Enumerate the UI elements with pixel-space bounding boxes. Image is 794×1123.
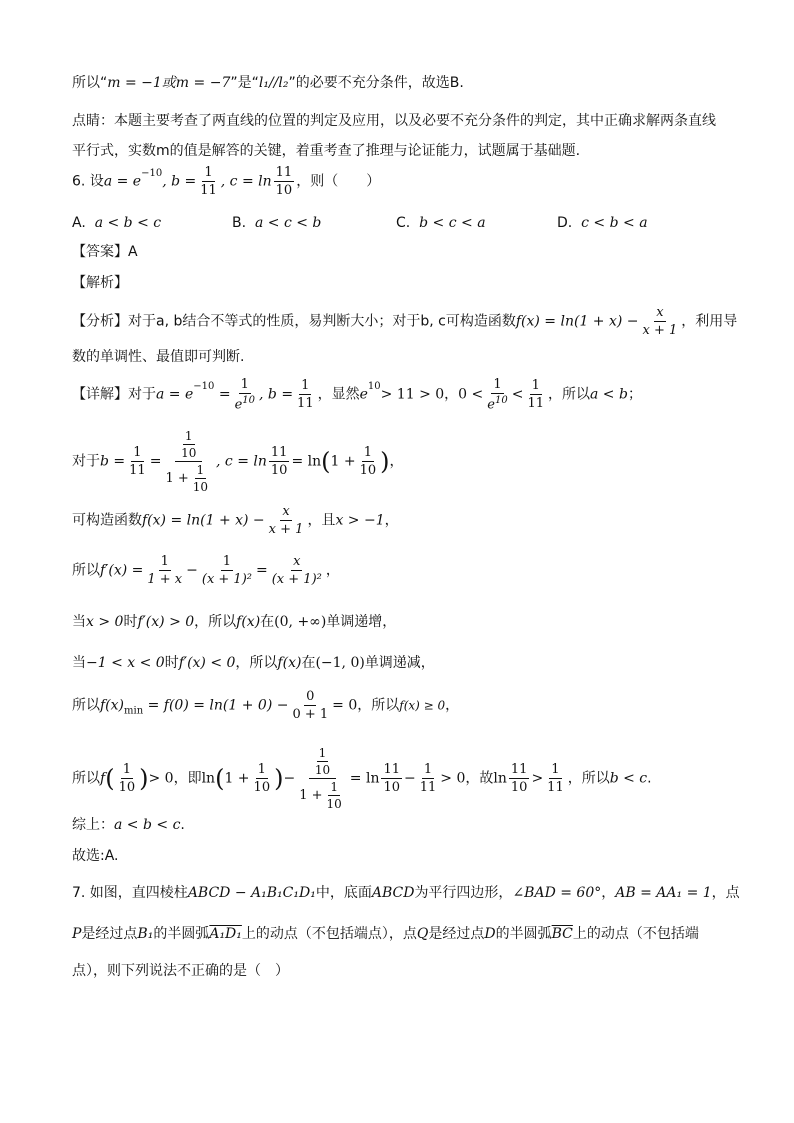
math-expr: 0 < xyxy=(458,386,484,403)
math-expr: 1 + xyxy=(299,788,323,803)
fraction xyxy=(233,378,257,411)
math-expr: f xyxy=(100,770,106,787)
frac-num: 1 xyxy=(318,746,327,760)
frac-num: 1 xyxy=(363,445,372,460)
math-expr: a < b < c xyxy=(114,817,181,833)
summary-line xyxy=(72,818,185,832)
frac-num: 1 xyxy=(222,554,232,569)
frac-num xyxy=(175,430,202,462)
math-sub: min xyxy=(124,705,144,717)
frac-num: 11 xyxy=(275,165,293,180)
detail-line-bc xyxy=(72,430,404,493)
q7-line-1 xyxy=(72,886,740,900)
frac-den: 11 xyxy=(419,780,437,795)
fraction xyxy=(485,378,509,411)
q7-line-3: 点），则下列说法不正确的是（ ） xyxy=(72,963,289,979)
math-expr: 1 + xyxy=(224,770,250,787)
frac-den: x + 1 xyxy=(642,323,678,338)
frac-num: 1 xyxy=(196,463,205,477)
fraction xyxy=(641,306,680,337)
frac-den xyxy=(163,462,214,493)
math-expr: = xyxy=(218,386,231,403)
math-expr: e xyxy=(234,397,243,413)
math-expr: f(x) xyxy=(100,697,125,714)
fraction xyxy=(200,555,254,586)
frac-num: 1 xyxy=(257,762,266,777)
construct-line xyxy=(72,505,399,536)
math-expr: e xyxy=(487,397,495,413)
frac-num: 1 xyxy=(184,429,193,443)
math-expr: ∠BAD = 60° xyxy=(512,885,602,901)
option-label: B. xyxy=(232,215,247,231)
frac-num: 11 xyxy=(510,762,528,777)
frac-den: 11 xyxy=(200,183,217,198)
fraction xyxy=(509,763,530,794)
frac-num xyxy=(309,747,336,779)
math-expr: Q xyxy=(416,926,429,942)
final-line xyxy=(72,747,652,810)
question-number: 6. 设 xyxy=(72,173,104,190)
fraction xyxy=(358,446,379,477)
math-expr: (0, +∞) xyxy=(274,614,327,630)
text: 在 xyxy=(301,655,316,671)
math-expr: − xyxy=(283,770,296,787)
math-expr: = xyxy=(149,453,162,470)
math-exp: 10 xyxy=(367,381,381,392)
frac-den: 10 xyxy=(359,463,377,478)
paren-left: ( xyxy=(215,764,225,793)
text: ， xyxy=(444,386,459,403)
text: ，故 xyxy=(465,770,494,787)
text: . xyxy=(647,770,652,787)
text: 时 xyxy=(164,655,179,671)
frac-den xyxy=(233,394,257,411)
math-expr: AB = AA₁ = 1 xyxy=(615,885,712,901)
text: 当 xyxy=(72,655,86,671)
math-expr: f(x) = ln(1 + x) − xyxy=(515,313,639,330)
q7-line-2 xyxy=(72,927,699,941)
frac-den: 10 xyxy=(510,780,528,795)
frac-den: 11 xyxy=(547,780,564,795)
text: ， xyxy=(384,512,399,529)
text: 单调递增， xyxy=(326,614,397,630)
fraction xyxy=(381,763,402,794)
detail-tag: 【详解】 xyxy=(72,386,128,403)
math-expr: a = e xyxy=(156,386,194,403)
math-expr: a < b xyxy=(589,386,628,403)
math-expr: = xyxy=(256,562,268,579)
fraction xyxy=(525,379,546,410)
fraction xyxy=(418,763,439,794)
math-expr: f′(x) > 0 xyxy=(137,614,195,630)
derivative-line xyxy=(72,555,340,586)
math-expr: − xyxy=(186,562,198,579)
text: 所以“ xyxy=(72,75,108,91)
math-expr: > 0 xyxy=(440,770,466,787)
text: 为平行四边形， xyxy=(414,885,513,901)
fraction xyxy=(270,555,324,586)
option-text: c < b < a xyxy=(581,215,648,231)
paren-left: ( xyxy=(105,764,115,793)
choose-line: 故选:A. xyxy=(72,848,119,864)
text: ，利用导 xyxy=(681,313,738,330)
text: 的半圆弧 xyxy=(153,926,210,942)
text: 综上： xyxy=(72,817,114,833)
frac-den: 10 xyxy=(326,797,342,811)
option-text: a < c < b xyxy=(254,215,322,231)
fraction xyxy=(274,166,295,197)
text: 上的动点（不包括端 xyxy=(572,926,699,942)
text: ，即 xyxy=(173,770,202,787)
text: ”是“ xyxy=(230,75,259,91)
frac-den: 10 xyxy=(275,183,293,198)
frac-num: 1 xyxy=(330,780,338,794)
frac-num: x xyxy=(656,305,664,320)
answer-tag: 【答案】 xyxy=(72,244,128,260)
fraction xyxy=(545,763,566,794)
fraction xyxy=(313,747,332,776)
frac-den: (x + 1)² xyxy=(201,572,252,587)
frac-num: 1 xyxy=(122,762,131,777)
fraction xyxy=(179,430,198,459)
math-expr: , b = xyxy=(259,386,294,403)
decreasing-line xyxy=(72,656,435,670)
math-expr: f(x) = ln(1 + x) − xyxy=(142,512,265,529)
frac-den: 11 xyxy=(297,396,314,412)
paren-left: ( xyxy=(321,447,331,476)
math-expr: b < c xyxy=(609,770,648,787)
math-expr: m = −1或m = −7 xyxy=(107,75,231,91)
prev-conclusion xyxy=(72,76,464,90)
math-expr: f(x) xyxy=(277,655,302,671)
math-expr: − xyxy=(404,770,416,787)
compound-fraction xyxy=(297,747,348,810)
math-expr: ln xyxy=(201,770,216,787)
math-exp: −10 xyxy=(193,381,215,392)
frac-num: 1 xyxy=(133,445,142,460)
math-expr: −1 < x < 0 xyxy=(86,655,165,671)
text: 所以 xyxy=(72,770,100,787)
frac-num: 1 xyxy=(551,762,560,777)
fraction xyxy=(252,763,273,794)
frac-den: (x + 1)² xyxy=(271,572,322,587)
frac-num: 1 xyxy=(240,377,249,392)
fraction xyxy=(269,446,290,477)
text: 的半圆弧 xyxy=(495,926,552,942)
text: ，所以 xyxy=(194,614,237,630)
text: 对于 xyxy=(128,386,156,403)
fraction xyxy=(295,379,316,410)
frac-den: 11 xyxy=(527,396,544,412)
text: 在 xyxy=(260,614,275,630)
comment-line-1: 点睛：本题主要考查了两直线的位置的判定及应用，以及必要不充分条件的判定，其中正确求解两条直线 xyxy=(72,113,716,129)
frac-den: 1 + x xyxy=(147,572,183,587)
fenxi-line-2: 数的单调性、最值即可判断. xyxy=(72,349,245,365)
math-expr: > 0 xyxy=(148,770,174,787)
math-expr: P xyxy=(72,926,82,942)
math-expr: = ln xyxy=(349,770,380,787)
answer-value: A xyxy=(128,244,138,260)
math-exp: 10 xyxy=(494,395,508,406)
math-expr: > xyxy=(531,770,544,787)
frac-num: 0 xyxy=(306,689,315,704)
frac-den xyxy=(485,394,509,411)
text: ，所以 xyxy=(357,697,400,714)
math-expr: 1 + xyxy=(165,471,189,486)
frac-den: 10 xyxy=(181,446,197,460)
text: ，点 xyxy=(711,885,740,901)
frac-den: 0 + 1 xyxy=(292,707,329,722)
math-expr: e xyxy=(359,386,368,403)
text: 所以 xyxy=(72,562,100,579)
frac-den xyxy=(297,779,348,810)
math-expr: ln xyxy=(493,770,507,787)
math-expr: B₁ xyxy=(137,926,154,942)
text: ，所以 xyxy=(547,386,590,403)
math-expr: x > −1 xyxy=(335,512,385,529)
text: ，则（ ） xyxy=(296,173,381,190)
question-number: 7. 如图，直四棱柱 xyxy=(72,885,188,901)
text: ，所以 xyxy=(567,770,610,787)
text: 对于a, b结合不等式的性质，易判断大小；对于b, c可构造函数 xyxy=(128,313,516,330)
option-label: C. xyxy=(396,215,411,231)
text: 上的动点（不包括端点），点 xyxy=(241,926,417,942)
text: 是经过点 xyxy=(81,926,138,942)
text: ，所以 xyxy=(235,655,278,671)
frac-den: 10 xyxy=(383,780,401,795)
math-expr: , c = ln xyxy=(220,173,272,190)
math-expr: f′(x) < 0 xyxy=(178,655,236,671)
math-exp: 10 xyxy=(242,395,255,406)
math-expr: = f(0) = ln(1 + 0) − xyxy=(147,697,289,714)
text: . xyxy=(180,817,185,833)
fraction xyxy=(117,763,138,794)
math-expr: (−1, 0) xyxy=(315,655,365,671)
option-d xyxy=(557,215,648,231)
text: ； xyxy=(627,386,642,403)
paren-right: ) xyxy=(274,764,284,793)
frac-num: 1 xyxy=(493,377,502,392)
math-expr: = ln xyxy=(291,453,322,470)
math-expr: < xyxy=(511,386,524,403)
minimum-line xyxy=(72,690,459,721)
analysis-line xyxy=(72,276,128,290)
frac-num: 11 xyxy=(270,445,288,460)
frac-num: 1 xyxy=(204,165,213,180)
option-text: b < c < a xyxy=(419,215,486,231)
text: ， xyxy=(445,697,460,714)
frac-num: 1 xyxy=(301,378,310,394)
frac-den: 10 xyxy=(314,763,331,777)
frac-den: 10 xyxy=(253,780,271,795)
math-expr: f′(x) = xyxy=(100,562,144,579)
q6-stem xyxy=(72,166,380,197)
text: ， xyxy=(601,885,616,901)
text: ”的必要不充分条件，故选B. xyxy=(288,75,464,91)
text: 时 xyxy=(123,614,138,630)
fraction xyxy=(145,555,184,586)
analysis-tag: 【解析】 xyxy=(72,275,128,291)
option-text: a < b < c xyxy=(94,215,162,231)
math-expr: D xyxy=(484,926,496,942)
text: ， xyxy=(389,453,404,470)
fraction xyxy=(198,166,219,197)
math-expr: l₁//l₂ xyxy=(258,75,289,91)
text: ，且 xyxy=(307,512,336,529)
fenxi-tag: 【分析】 xyxy=(72,313,128,330)
option-a xyxy=(72,215,161,231)
option-label: A. xyxy=(72,215,86,231)
math-expr: b = xyxy=(100,453,126,470)
fraction xyxy=(290,690,330,721)
math-expr: ABCD − A₁B₁C₁D₁ xyxy=(187,885,316,901)
frac-num: 1 xyxy=(160,554,169,569)
frac-den: 10 xyxy=(118,780,136,795)
arc-label: $\overline{BC}$ xyxy=(551,926,573,942)
text: 所以 xyxy=(72,697,100,714)
comment-line-2: 平行式，实数m的值是解答的关键，着重考查了推理与论证能力，试题属于基础题. xyxy=(72,143,581,159)
frac-den: 11 xyxy=(129,463,146,478)
math-expr: , b = xyxy=(162,173,197,190)
fraction xyxy=(191,464,210,493)
fraction xyxy=(267,505,306,536)
text: 对于 xyxy=(72,453,100,470)
math-expr: = 0 xyxy=(332,697,358,714)
detail-line-1 xyxy=(72,378,642,411)
math-expr: ABCD xyxy=(371,885,415,901)
math-expr: 1 + xyxy=(330,453,356,470)
paren-right: ) xyxy=(380,447,390,476)
answer-line xyxy=(72,245,138,259)
frac-num: x xyxy=(293,554,301,569)
math-expr: , c = ln xyxy=(216,453,267,470)
option-label: D. xyxy=(557,215,573,231)
fenxi-line-1 xyxy=(72,306,737,337)
fraction xyxy=(325,781,344,810)
frac-den: 10 xyxy=(270,463,288,478)
text: ， xyxy=(325,562,340,579)
fraction xyxy=(127,446,148,477)
text: 当 xyxy=(72,614,86,630)
math-exp: −10 xyxy=(141,167,163,179)
arc-label: A₁D₁ xyxy=(209,926,242,942)
text: 单调递减， xyxy=(364,655,435,671)
frac-num: 1 xyxy=(531,378,540,394)
frac-den: 10 xyxy=(192,480,209,494)
math-expr: f(x) xyxy=(236,614,261,630)
frac-num: 11 xyxy=(383,762,401,777)
frac-den: x + 1 xyxy=(268,522,304,537)
text: 是经过点 xyxy=(428,926,485,942)
frac-num: x xyxy=(282,504,290,519)
text: 可构造函数 xyxy=(72,512,142,529)
text: ，显然 xyxy=(317,386,360,403)
text: 中，底面 xyxy=(315,885,372,901)
option-c xyxy=(396,215,486,231)
paren-right: ) xyxy=(139,764,149,793)
compound-fraction xyxy=(163,430,214,493)
increasing-line xyxy=(72,615,396,629)
math-expr: x > 0 xyxy=(86,614,124,630)
math-expr: f(x) ≥ 0 xyxy=(399,698,446,713)
option-b xyxy=(232,215,321,231)
frac-num: 1 xyxy=(423,762,433,777)
math-expr: > 11 > 0 xyxy=(380,386,445,403)
math-expr: a = e xyxy=(103,173,142,190)
